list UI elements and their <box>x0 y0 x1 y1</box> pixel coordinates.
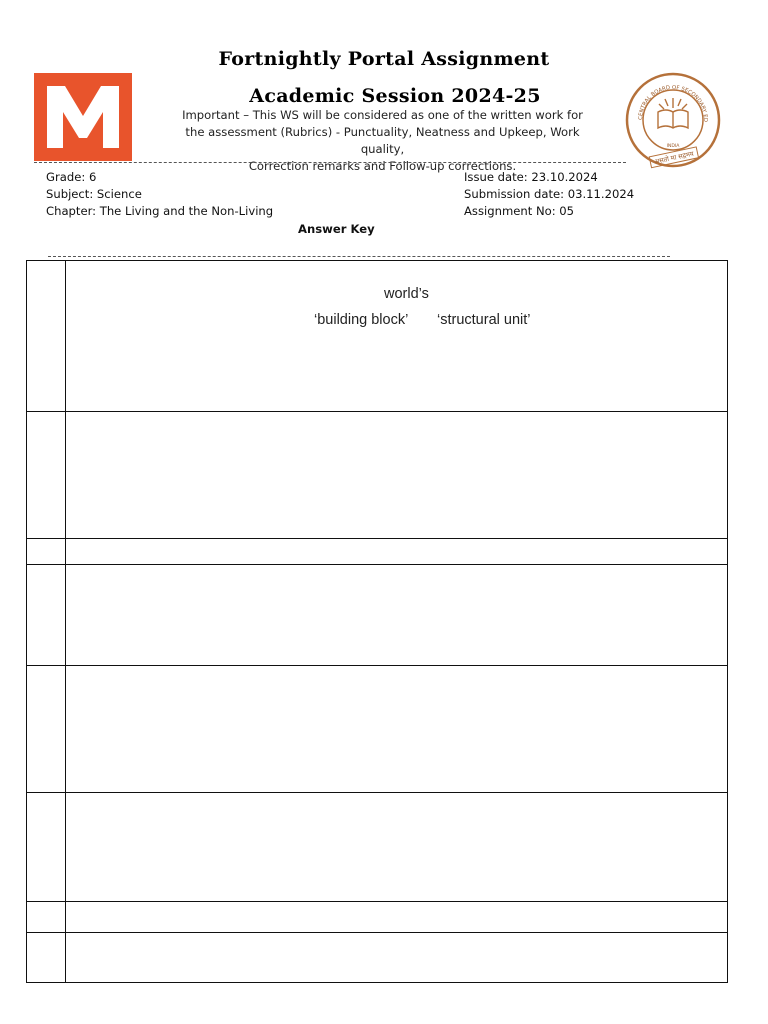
answer-row1-building-block: ‘building block’ <box>314 312 409 328</box>
subject-label: Subject: Science <box>46 187 142 201</box>
cbse-seal-logo-icon <box>624 68 722 172</box>
row-divider-6 <box>26 901 728 902</box>
info-right <box>464 169 634 220</box>
info-left <box>46 169 273 220</box>
seal-motto: असतो मा सद्गमय <box>653 149 695 166</box>
session-title: Academic Session 2024-25 <box>249 85 541 107</box>
answer-row1-word: world’s <box>384 286 429 302</box>
answer-table <box>26 260 728 983</box>
question-number-column-divider <box>65 260 66 983</box>
seal-text-bottom: INDIA <box>666 144 680 149</box>
row-divider-1 <box>26 411 728 412</box>
row-divider-3 <box>26 564 728 565</box>
important-note <box>165 107 600 175</box>
submission-date-label: Submission date: 03.11.2024 <box>464 187 635 201</box>
row-divider-2 <box>26 538 728 539</box>
row-divider-4 <box>26 665 728 666</box>
important-note-line-1: Important – This WS will be considered as one of the written work for <box>182 108 583 122</box>
header-separator <box>34 162 626 163</box>
row-divider-5 <box>26 792 728 793</box>
assignment-number-label: Assignment No: 05 <box>464 204 575 218</box>
seal-text-top: CENTRAL BOARD OF SECONDARY ED <box>637 84 709 123</box>
grade-label: Grade: 6 <box>46 170 97 184</box>
important-note-line-3: Correction remarks and Follow-up corrections. <box>248 159 517 173</box>
assignment-title: Fortnightly Portal Assignment <box>218 48 550 70</box>
important-note-line-2: the assessment (Rubrics) - Punctuality, Neatness and Upkeep, Work quality, <box>185 125 580 156</box>
row-divider-7 <box>26 932 728 933</box>
issue-date-label: Issue date: 23.10.2024 <box>464 170 598 184</box>
answer-row1-structural-unit: ‘structural unit’ <box>437 312 531 328</box>
chapter-label: Chapter: The Living and the Non-Living <box>46 204 274 218</box>
m-letter-logo-icon <box>34 73 132 161</box>
answer-key-heading: Answer Key <box>298 222 375 236</box>
info-separator <box>48 256 670 257</box>
